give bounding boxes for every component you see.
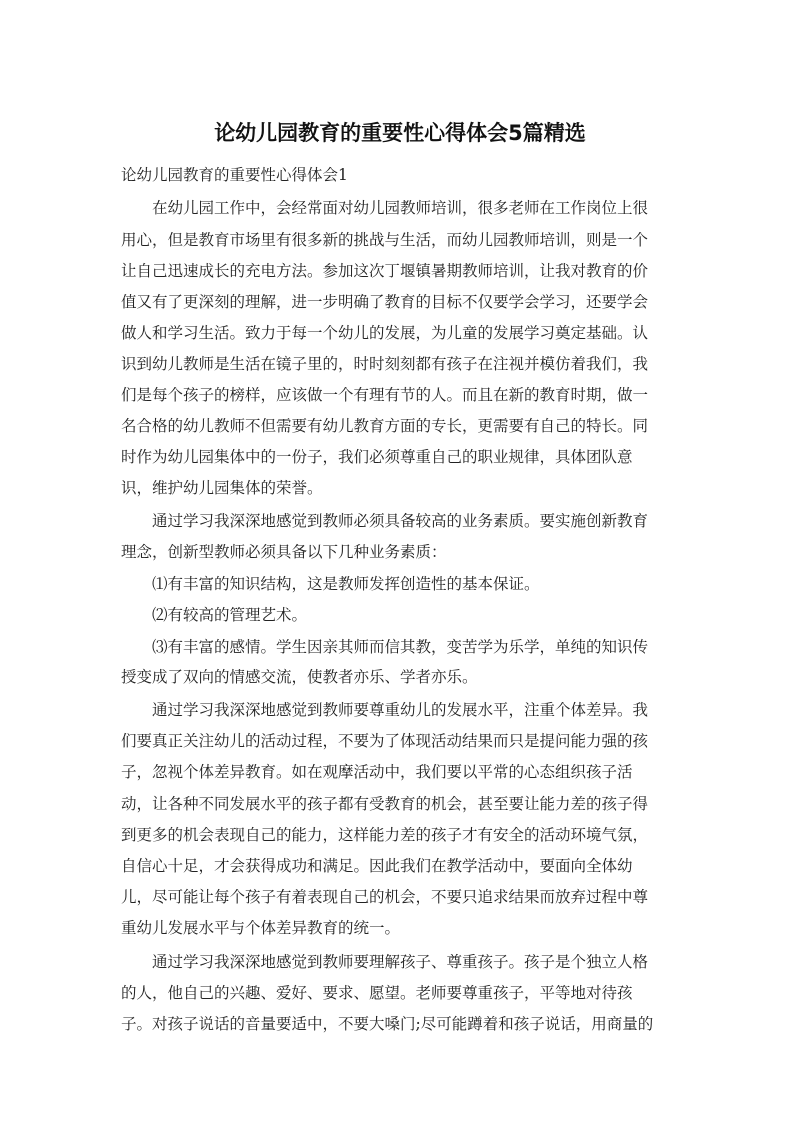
- document-title: 论幼儿园教育的重要性心得体会5篇精选: [214, 121, 586, 145]
- body-line: 名合格的幼儿教师不但需要有幼儿教育方面的专长，更需要有自己的特长。同: [121, 417, 649, 435]
- body-line: 到更多的机会表现自己的能力，这样能力差的孩子才有安全的活动环境气氛，: [121, 826, 649, 844]
- body-line: 通过学习我深深地感觉到教师必须具备较高的业务素质。要实施创新教育: [121, 512, 649, 530]
- list-item: ⑴有丰富的知识结构，这是教师发挥创造性的基本保证。: [121, 575, 540, 593]
- body-line: 的人，他自己的兴趣、爱好、要求、愿望。老师要尊重孩子，平等地对待孩: [121, 984, 633, 1002]
- body-line: 识，维护幼儿园集体的荣誉。: [121, 479, 323, 497]
- section-heading: 论幼儿园教育的重要性心得体会1: [121, 166, 348, 184]
- body-line: 理念，创新型教师必须具备以下几种业务素质：: [121, 543, 447, 561]
- body-line: 值又有了更深刻的理解，进一步明确了教育的目标不仅要学会学习，还要学会: [121, 293, 649, 311]
- list-item: ⑶有丰富的感情。学生因亲其师而信其教，变苦学为乐学，单纯的知识传: [121, 638, 649, 656]
- body-line: 在幼儿园工作中，会经常面对幼儿园教师培训，很多老师在工作岗位上很: [121, 199, 649, 217]
- body-line: 做人和学习生活。致力于每一个幼儿的发展，为儿童的发展学习奠定基础。认: [121, 324, 649, 342]
- body-line: 重幼儿发展水平与个体差异教育的统一。: [121, 919, 401, 937]
- body-line: 子，忽视个体差异教育。如在观摩活动中，我们要以平常的心态组织孩子活: [121, 763, 633, 781]
- body-line: 时作为幼儿园集体中的一份子，我们必须尊重自己的职业规律，具体团队意: [121, 448, 633, 466]
- body-line: 们要真正关注幼儿的活动过程，不要为了体现活动结果而只是提问能力强的孩: [121, 732, 649, 750]
- body-line: 儿，尽可能让每个孩子有着表现自己的机会，不要只追求结果而放弃过程中尊: [121, 888, 649, 906]
- body-line: 通过学习我深深地感觉到教师要尊重幼儿的发展水平，注重个体差异。我: [121, 701, 649, 719]
- body-line: 子。对孩子说话的音量要适中，不要大嗓门;尽可能蹲着和孩子说话，用商量的: [121, 1015, 654, 1033]
- body-line: 们是每个孩子的榜样，应该做一个有理有节的人。而且在新的教育时期，做一: [121, 386, 649, 404]
- body-line: 动，让各种不同发展水平的孩子都有受教育的机会，甚至要让能力差的孩子得: [121, 795, 649, 813]
- body-line: 自信心十足，才会获得成功和满足。因此我们在教学活动中，要面向全体幼: [121, 857, 633, 875]
- body-line: 通过学习我深深地感觉到教师要理解孩子、尊重孩子。孩子是个独立人格: [121, 953, 649, 971]
- body-line: 识到幼儿教师是生活在镜子里的，时时刻刻都有孩子在注视并模仿着我们，我: [121, 355, 649, 373]
- body-line: 授变成了双向的情感交流，使教者亦乐、学者亦乐。: [121, 668, 478, 686]
- body-line: 让自己迅速成长的充电方法。参加这次丁堰镇暑期教师培训，让我对教育的价: [121, 262, 649, 280]
- body-line: 用心，但是教育市场里有很多新的挑战与生活，而幼儿园教师培训，则是一个: [121, 231, 649, 249]
- list-item: ⑵有较高的管理艺术。: [121, 606, 308, 624]
